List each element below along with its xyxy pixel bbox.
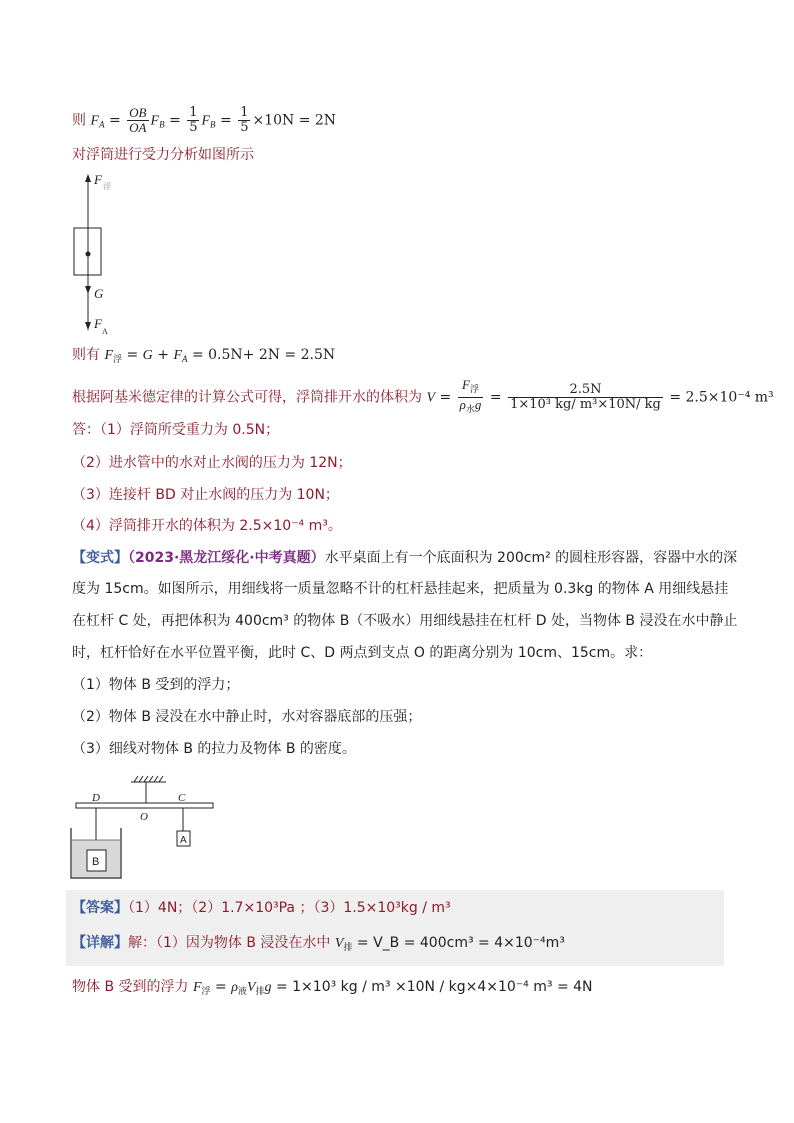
label-a: A: [180, 835, 187, 846]
fraction-ob-oa: $\frac{OB}{OA}$: [129, 105, 147, 135]
fraction-one-fifth: $\frac{1}{5}$: [189, 105, 198, 135]
formula-prefix: 则: [72, 112, 86, 129]
answer-line-3: （3）连接杆 BD 对止水阀的压力为 10N；: [72, 487, 339, 503]
detail-row: 【详解】解：（1）因为物体 B 浸没在水中 $V_排$ = V_B = 400cm³ = 4×10⁻⁴m³: [72, 935, 565, 953]
label-f-float: F: [94, 172, 102, 187]
answer-line-2: （2）进水管中的水对止水阀的压力为 12N；: [72, 455, 352, 471]
fraction-volume: $\frac{2.5N}{\text{1×10³ kg/ m³×10N/ kg}}$: [510, 382, 661, 412]
archimedes-line: 根据阿基米德定律的计算公式可得，浮筒排开水的体积为 V = $\frac{F_浮}{\rho_水g}$ = $\frac{2.5N}{\text{1×10³ kg/ m³×10N/ kg}}$ = 2.5×10⁻⁴ m³: [72, 377, 774, 415]
label-fa: F: [94, 316, 102, 331]
variant-source: （2023·黑龙江绥化·中考真题）: [128, 550, 325, 566]
formula1-tail: ×10N = 2N: [252, 112, 337, 129]
label-c: C: [178, 792, 186, 804]
question-2: （2）物体 B 浸没在水中静止时，水对容器底部的压强；: [72, 709, 422, 725]
answer-row: [72, 898, 451, 918]
label-o: O: [140, 811, 148, 823]
question-1: （1）物体 B 受到的浮力；: [72, 677, 240, 693]
last-line: 物体 B 受到的浮力 $F_浮 = \rho_液V_排g = 1\times 10^3$ kg / m³ ×10N / kg×4×10⁻⁴ m³ = 4N: [72, 979, 593, 997]
answer-tag: 【答案】: [72, 900, 128, 916]
label-b: B: [92, 856, 100, 868]
answer-line-1: 答：（1）浮筒所受重力为 0.5N；: [72, 422, 280, 438]
lever-diagram: [66, 770, 226, 880]
float-heading: 对浮筒进行受力分析如图所示: [72, 147, 254, 163]
label-fa-sub: A: [102, 327, 108, 336]
formula-buoyancy-sum: 则有 $F_浮 = G + F_A = 0.5N+ 2N = 2.5N$: [72, 347, 336, 365]
formula-fa: 则 $F_A$ = $\frac{OB}{OA}$ $F_B$ = $\frac{1}{5}$ $F_B$ = $\frac{1}{5}$ ×10N = 2N: [72, 105, 337, 135]
label-d: D: [92, 792, 100, 804]
fraction-f-over-rho-g: $\frac{F_浮}{\rho_水g}$: [459, 377, 482, 415]
label-f-float-sub: 浮: [103, 182, 111, 191]
variant-line-2: 度为 15cm。如图所示，用细线将一质量忽略不计的杠杆悬挂起来，把质量为 0.3kg 的物体 A 用细线悬挂: [72, 581, 729, 597]
fraction-one-fifth-2: $\frac{1}{5}$: [240, 105, 249, 135]
detail-tag: 【详解】: [72, 935, 128, 951]
float-force-diagram: [66, 170, 126, 340]
answer-text: （1）4N；（2）1.7×10³Pa ；（3）1.5×10³kg / m³: [128, 900, 451, 916]
variant-line-1: 【变式】（2023·黑龙江绥化·中考真题）水平桌面上有一个底面积为 200cm² 的圆柱形容器，容器中水的深: [72, 550, 738, 566]
variant-tag: 【变式】: [72, 550, 128, 566]
variant-line-4: 时，杠杆恰好在水平位置平衡，此时 C、D 两点到支点 O 的距离分别为 10cm、15cm。求：: [72, 645, 653, 661]
answer-line-4: （4）浮筒排开水的体积为 2.5×10⁻⁴ m³。: [72, 518, 342, 534]
label-g: G: [94, 286, 104, 301]
variant-line-3: 在杠杆 C 处，再把体积为 400cm³ 的物体 B（不吸水）用细线悬挂在杠杆 D 处，当物体 B 浸没在水中静止: [72, 613, 738, 629]
question-3: （3）细线对物体 B 的拉力及物体 B 的密度。: [72, 741, 356, 757]
